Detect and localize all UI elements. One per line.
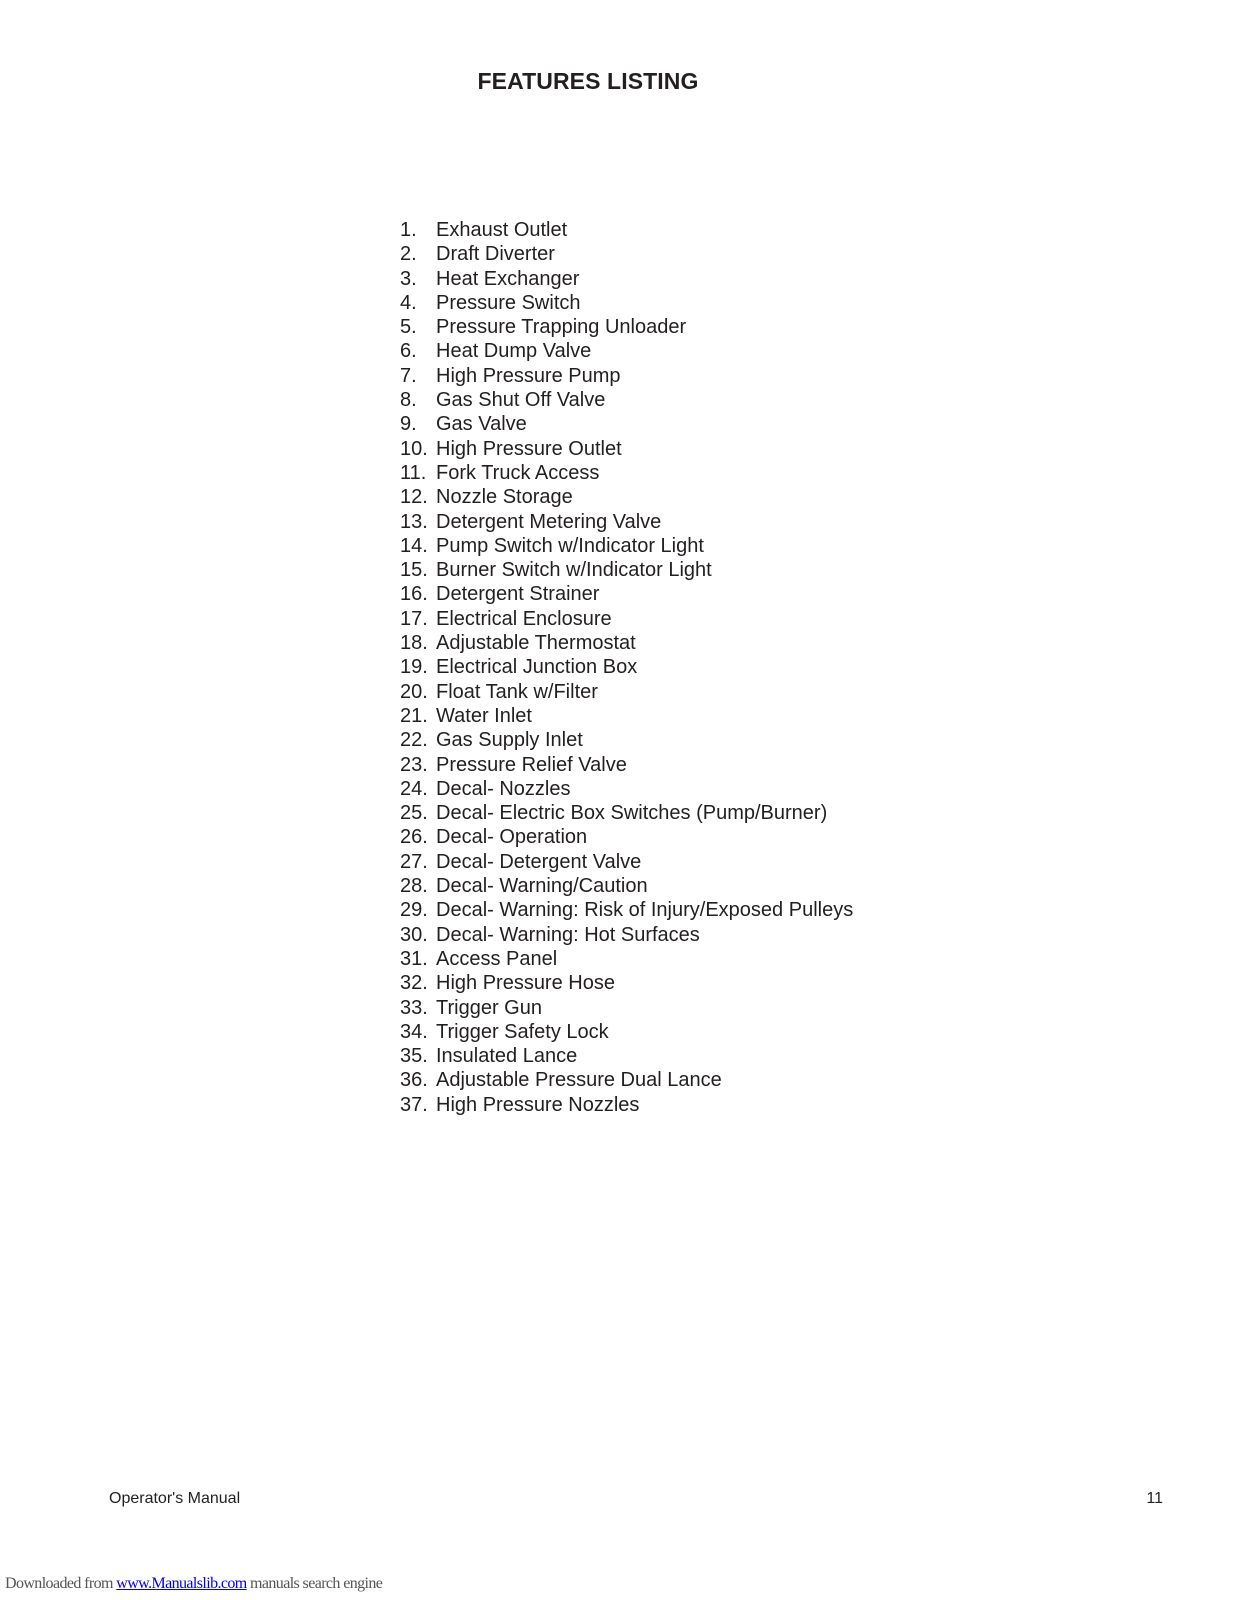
list-item [400, 388, 853, 412]
list-item-number: 25. [400, 802, 428, 825]
list-item-number: 8. [400, 389, 417, 412]
list-item-label: Draft Diverter [436, 243, 555, 266]
list-item-label: Access Panel [436, 947, 558, 970]
list-item-label: Electrical Junction Box [436, 656, 638, 679]
footer-page-number: 11 [1146, 1490, 1163, 1507]
list-item [400, 874, 853, 898]
list-item-number: 30. [400, 923, 428, 946]
list-item-number: 10. [400, 437, 428, 460]
list-item-label: Decal- Electric Box Switches (Pump/Burner) [436, 802, 828, 825]
list-item-number: 7. [400, 364, 417, 387]
list-item-number: 14. [400, 534, 428, 557]
list-item [400, 558, 853, 582]
list-item-number: 26. [400, 826, 428, 849]
list-item-number: 27. [400, 850, 428, 873]
list-item [400, 850, 853, 874]
list-item-number: 23. [400, 753, 428, 776]
list-item-label: Heat Dump Valve [436, 340, 592, 363]
list-item-label: Adjustable Pressure Dual Lance [436, 1069, 722, 1092]
list-item [400, 947, 853, 971]
list-item [400, 655, 853, 679]
list-item-number: 4. [400, 291, 417, 314]
list-item-number: 17. [400, 607, 428, 630]
list-item [400, 923, 853, 947]
list-item [400, 704, 853, 728]
list-item [400, 364, 853, 388]
list-item-label: Burner Switch w/Indicator Light [436, 559, 712, 582]
list-item-number: 31. [400, 947, 428, 970]
list-item-label: Float Tank w/Filter [436, 680, 598, 703]
list-item [400, 1044, 853, 1068]
list-item-label: High Pressure Nozzles [436, 1093, 640, 1116]
list-item-label: Fork Truck Access [436, 461, 600, 484]
list-item-number: 3. [400, 267, 417, 290]
list-item [400, 437, 853, 461]
list-item-number: 32. [400, 972, 428, 995]
footer-document-title: Operator's Manual [109, 1490, 241, 1507]
list-item-label: Water Inlet [436, 704, 532, 727]
list-item-label: Decal- Warning: Hot Surfaces [436, 923, 700, 946]
list-item-label: Electrical Enclosure [436, 607, 612, 630]
list-item-label: Decal- Detergent Valve [436, 850, 642, 873]
list-item-label: Pressure Switch [436, 291, 581, 314]
list-item-number: 35. [400, 1045, 428, 1068]
list-item-number: 33. [400, 996, 428, 1019]
list-item-label: Trigger Gun [436, 996, 542, 1019]
list-item-number: 36. [400, 1069, 428, 1092]
list-item-label: High Pressure Outlet [436, 437, 622, 460]
manualslib-link[interactable]: www.Manualslib.com [116, 1575, 247, 1592]
list-item-number: 1. [400, 219, 417, 241]
list-item [400, 1020, 853, 1044]
download-prefix: Downloaded from [5, 1575, 117, 1592]
list-item [400, 291, 853, 315]
list-item-label: Pressure Relief Valve [436, 753, 627, 776]
list-item-number: 12. [400, 486, 428, 509]
list-item-label: Detergent Metering Valve [436, 510, 662, 533]
list-item-label: High Pressure Pump [436, 364, 621, 387]
list-item [400, 898, 853, 922]
list-item [400, 728, 853, 752]
list-item-number: 21. [400, 704, 428, 727]
list-item-label: Insulated Lance [436, 1045, 578, 1068]
list-item-label: Decal- Warning/Caution [436, 875, 648, 898]
list-item-label: Pump Switch w/Indicator Light [436, 534, 704, 557]
list-item-number: 34. [400, 1020, 428, 1043]
list-item-label: Heat Exchanger [436, 267, 580, 290]
list-item-number: 29. [400, 899, 428, 922]
list-item [400, 315, 853, 339]
list-item-number: 18. [400, 632, 428, 655]
list-item-label: Decal- Warning: Risk of Injury/Exposed Pulleys [436, 899, 854, 922]
list-item-label: Pressure Trapping Unloader [436, 316, 687, 339]
list-item-number: 19. [400, 656, 428, 679]
list-item-number: 15. [400, 559, 428, 582]
list-item [400, 242, 853, 266]
list-item-label: Gas Supply Inlet [436, 729, 583, 752]
list-item-number: 13. [400, 510, 428, 533]
list-item [400, 801, 853, 825]
list-item [400, 607, 853, 631]
list-item-label: Nozzle Storage [436, 486, 573, 509]
list-item-number: 24. [400, 777, 428, 800]
list-item-label: Decal- Nozzles [436, 777, 571, 800]
list-item-label: Adjustable Thermostat [436, 632, 636, 655]
list-item-label: Decal- Operation [436, 826, 588, 849]
list-item [400, 1068, 853, 1092]
list-item-number: 16. [400, 583, 428, 606]
list-item [400, 218, 853, 242]
list-item [400, 825, 853, 849]
list-item-number: 5. [400, 316, 417, 339]
list-item [400, 485, 853, 509]
list-item [400, 267, 853, 291]
list-item-number: 6. [400, 340, 417, 363]
list-item-label: Trigger Safety Lock [436, 1020, 609, 1043]
list-item [400, 631, 853, 655]
list-item [400, 1093, 853, 1117]
list-item-number: 37. [400, 1093, 428, 1116]
list-item-number: 20. [400, 680, 428, 703]
download-suffix: manuals search engine [246, 1575, 383, 1592]
list-item-number: 2. [400, 243, 417, 266]
features-list [400, 218, 853, 1117]
list-item-label: Detergent Strainer [436, 583, 600, 606]
list-item [400, 461, 853, 485]
list-item-number: 28. [400, 875, 428, 898]
list-item [400, 534, 853, 558]
page-title: FEATURES LISTING [477, 68, 699, 94]
list-item-label: High Pressure Hose [436, 972, 615, 995]
list-item-label: Gas Shut Off Valve [436, 389, 606, 412]
list-item-label: Gas Valve [436, 413, 527, 436]
download-bar [5, 1575, 382, 1593]
list-item [400, 971, 853, 995]
list-item [400, 412, 853, 436]
list-item [400, 582, 853, 606]
list-item [400, 996, 853, 1020]
list-item [400, 753, 853, 777]
list-item-label: Exhaust Outlet [436, 219, 568, 241]
list-item-number: 11. [400, 461, 427, 484]
list-item [400, 339, 853, 363]
list-item-number: 9. [400, 413, 417, 436]
list-item-number: 22. [400, 729, 428, 752]
list-item [400, 777, 853, 801]
list-item [400, 510, 853, 534]
list-item [400, 680, 853, 704]
